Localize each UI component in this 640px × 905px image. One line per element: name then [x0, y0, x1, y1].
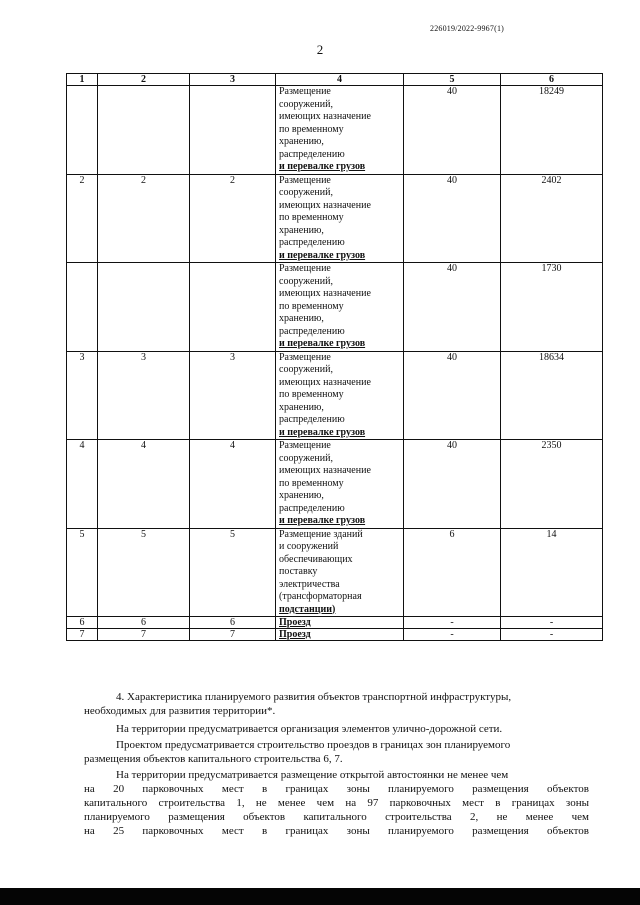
paragraph-line: размещения объектов капитального строительства 6, 7.	[84, 753, 343, 765]
table-cell-col-4	[276, 528, 404, 617]
purpose-line: сооружений,	[279, 275, 333, 287]
table-cell-col-1: 3	[67, 351, 98, 440]
table-cell-col-4	[276, 86, 404, 175]
table-cell-col-2: 7	[98, 629, 190, 641]
table-cell-col-1: 4	[67, 440, 98, 529]
table-cell-col-3: 4	[190, 440, 276, 529]
table-cell-col-2	[98, 263, 190, 352]
table-cell-col-4	[276, 351, 404, 440]
table-cell-col-4	[276, 174, 404, 263]
table-cell-col-3: 5	[190, 528, 276, 617]
purpose-line: имеющих назначение	[279, 288, 371, 299]
purpose-line: по временному	[279, 477, 344, 489]
table-cell-col-2: 5	[98, 528, 190, 617]
header-cell-4: 4	[276, 74, 404, 86]
purpose-line: сооружений,	[279, 187, 333, 198]
purpose-line: электричества	[279, 578, 340, 590]
purpose-line: сооружений,	[279, 452, 333, 464]
purpose-line: и сооружений	[279, 541, 339, 552]
section-4-heading	[84, 690, 589, 718]
table-cell-col-5: -	[404, 629, 501, 641]
purpose-line: и перевалке грузов	[279, 426, 366, 438]
table-cell-col-6: 18249	[501, 86, 603, 175]
table-row	[67, 263, 603, 352]
paragraph-line: на 25 парковочных мест в границах зоны планируемого размещения объектов	[84, 825, 589, 837]
purpose-line: распределению	[279, 502, 345, 514]
paragraph-driveways	[84, 738, 589, 766]
heading-line-2: необходимых для развития территории*.	[84, 705, 276, 717]
table-cell-col-3: 2	[190, 174, 276, 263]
table-cell-col-3	[190, 86, 276, 175]
purpose-line: и перевалке грузов	[279, 515, 366, 526]
purpose-line: хранению,	[279, 136, 324, 147]
table-cell-col-2: 4	[98, 440, 190, 529]
table-cell-col-1: 2	[67, 174, 98, 263]
heading-line-1: 4. Характеристика планируемого развития объектов транспортной инфраструктуры,	[116, 691, 512, 703]
table-row	[67, 86, 603, 175]
purpose-line: обеспечивающих	[279, 553, 353, 565]
purpose-line: имеющих назначение	[279, 199, 371, 211]
purpose-line: по временному	[279, 300, 344, 312]
purpose-line: (трансформаторная	[279, 591, 362, 602]
purpose-line: имеющих назначение	[279, 376, 371, 388]
table-cell-col-6: 2402	[501, 174, 603, 263]
purpose-line: по временному	[279, 212, 344, 223]
table-row	[67, 617, 603, 629]
purpose-line: распределению	[279, 325, 345, 337]
table-cell-col-6: 2350	[501, 440, 603, 529]
table-cell-col-1: 7	[67, 629, 98, 641]
purpose-line: хранению,	[279, 313, 324, 324]
table-cell-col-2: 3	[98, 351, 190, 440]
table-cell-col-6: -	[501, 629, 603, 641]
paragraph-street-network	[84, 722, 589, 736]
page-number: 2	[316, 42, 324, 57]
table-cell-col-5: 6	[404, 528, 501, 617]
table-cell-col-5: 40	[404, 174, 501, 263]
header-cell-6: 6	[501, 74, 603, 86]
table-cell-col-6: 18634	[501, 351, 603, 440]
purpose-line: Размещение	[279, 174, 331, 186]
table-cell-col-4	[276, 617, 404, 629]
table-cell-col-1: 5	[67, 528, 98, 617]
table-cell-col-1: 6	[67, 617, 98, 629]
purpose-line: и перевалке грузов	[279, 249, 366, 261]
table-cell-col-2: 2	[98, 174, 190, 263]
purpose-line: подстанции)	[279, 603, 336, 615]
table-cell-col-3	[190, 263, 276, 352]
purpose-line: распределению	[279, 237, 345, 248]
header-cell-3: 3	[190, 74, 276, 86]
paragraph-line: Проектом предусматривается строительство проездов в границах зон планируемого	[116, 739, 511, 751]
paragraph-line: На территории предусматривается размещение открытой автостоянки не менее чем	[116, 769, 509, 781]
purpose-line: сооружений,	[279, 98, 333, 110]
purpose-line: хранению,	[279, 224, 324, 236]
table-row	[67, 174, 603, 263]
table-cell-col-5: 40	[404, 263, 501, 352]
purpose-line: Размещение	[279, 440, 331, 451]
table-cell-col-5: 40	[404, 86, 501, 175]
table-cell-col-5: -	[404, 617, 501, 629]
table-row	[67, 440, 603, 529]
paragraph-line: На территории предусматривается организация элементов улично-дорожной сети.	[116, 723, 503, 735]
purpose-line: распределению	[279, 414, 345, 425]
purpose-line: Размещение	[279, 351, 331, 363]
table-cell-col-1	[67, 263, 98, 352]
purpose-line: Размещение	[279, 263, 331, 274]
purpose-line: Проезд	[279, 629, 311, 640]
table-cell-col-6: 14	[501, 528, 603, 617]
header-cell-1: 1	[67, 74, 98, 86]
header-cell-2: 2	[98, 74, 190, 86]
land-plots-table	[66, 73, 603, 641]
table-row	[67, 629, 603, 641]
paragraph-line: на 20 парковочных мест в границах зоны планируемого размещения объектов	[84, 783, 589, 795]
table-cell-col-3: 3	[190, 351, 276, 440]
purpose-line: имеющих назначение	[279, 111, 371, 122]
table-cell-col-3: 6	[190, 617, 276, 629]
paragraph-parking	[84, 768, 589, 838]
purpose-line: по временному	[279, 123, 344, 135]
table-cell-col-4	[276, 440, 404, 529]
purpose-line: и перевалке грузов	[279, 338, 366, 349]
table-cell-col-6: 1730	[501, 263, 603, 352]
scan-bottom-edge	[0, 888, 640, 905]
table-cell-col-6: -	[501, 617, 603, 629]
table-cell-col-4	[276, 263, 404, 352]
paragraph-line: капитального строительства 1, не менее чем на 97 парковочных мест в границах зоны	[84, 797, 589, 809]
purpose-line: поставку	[279, 566, 318, 577]
purpose-line: Проезд	[279, 617, 311, 628]
purpose-line: хранению,	[279, 401, 324, 413]
purpose-line: сооружений,	[279, 364, 333, 375]
table-cell-col-5: 40	[404, 351, 501, 440]
table-cell-col-4	[276, 629, 404, 641]
purpose-line: распределению	[279, 148, 345, 160]
paragraph-line: планируемого размещения объектов капитального строительства 2, не менее чем	[84, 811, 589, 823]
table-cell-col-1	[67, 86, 98, 175]
purpose-line: по временному	[279, 389, 344, 400]
table-cell-col-2: 6	[98, 617, 190, 629]
table-cell-col-2	[98, 86, 190, 175]
table-header-row	[67, 74, 603, 86]
header-cell-5: 5	[404, 74, 501, 86]
table-cell-col-5: 40	[404, 440, 501, 529]
table-row	[67, 528, 603, 617]
purpose-line: Размещение зданий	[279, 528, 363, 540]
purpose-line: Размещение	[279, 86, 331, 97]
table-cell-col-3: 7	[190, 629, 276, 641]
document-id: 226019/2022-9967(1)	[430, 24, 505, 33]
purpose-line: имеющих назначение	[279, 465, 371, 476]
purpose-line: и перевалке грузов	[279, 161, 366, 172]
table-row	[67, 351, 603, 440]
purpose-line: хранению,	[279, 490, 324, 501]
